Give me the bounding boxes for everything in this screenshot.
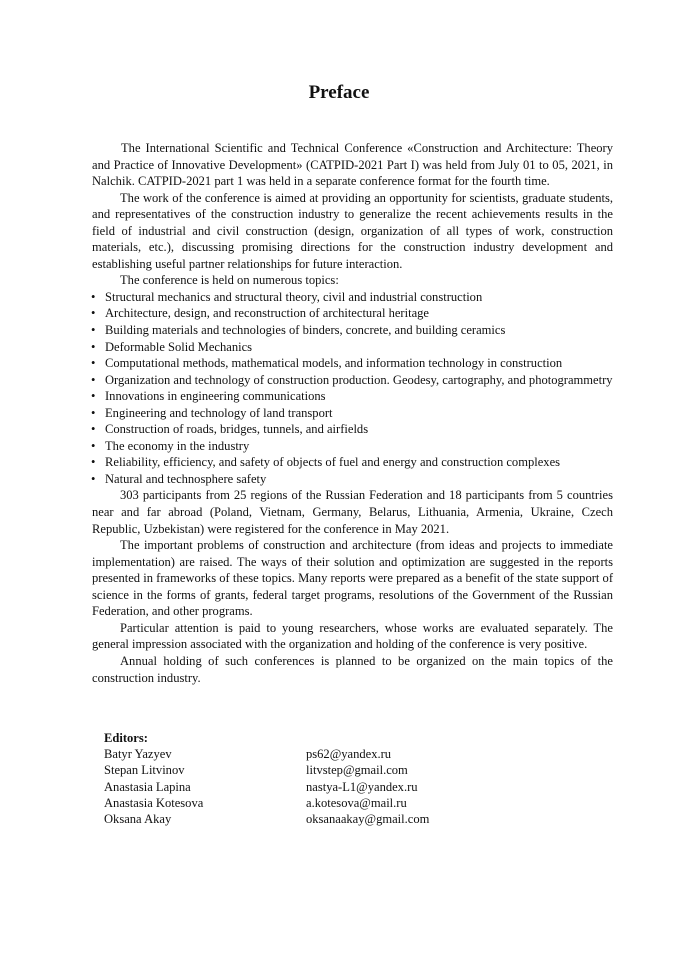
- editor-row: [104, 795, 429, 811]
- editor-row: [104, 811, 429, 827]
- preface-body: [92, 140, 613, 686]
- list-item: • Computational methods, mathematical models, and information technology in construction: [92, 355, 613, 372]
- editor-email: nastya-L1@yandex.ru: [306, 779, 418, 794]
- paragraph: The conference is held on numerous topics:: [120, 273, 339, 288]
- editor-row: [104, 779, 429, 795]
- paragraph: 303 participants from 25 regions of the Russian Federation and 18 participants from 5 countries near and far abroad (Poland, Vietnam, Germany, Belarus, Lithuania, Armenia, Ukraine, Czech Republic, Uzbekistan) were registered for the conference in May 2021.: [92, 488, 613, 536]
- list-item: • Reliability, efficiency, and safety of objects of fuel and energy and construction complexes: [92, 454, 613, 471]
- list-item: • Building materials and technologies of binders, concrete, and building ceramics: [92, 322, 613, 339]
- list-item: • Innovations in engineering communications: [92, 388, 613, 405]
- paragraph: The International Scientific and Technical Conference «Construction and Architecture: Theory and Practice of Innovative Development» (CATPID-2021 Part I) was held from July 01 to 05, 2021, in Nalchik. CATPID-2021 part 1 was held in a separate conference format for the fourth time.: [92, 141, 613, 189]
- editor-row: [104, 746, 429, 762]
- editor-name: Anastasia Kotesova: [104, 795, 204, 810]
- editor-name: Anastasia Lapina: [104, 779, 191, 794]
- editor-email: oksanaakay@gmail.com: [306, 812, 430, 827]
- editor-email: a.kotesova@mail.ru: [306, 795, 407, 810]
- paragraph: The important problems of construction and architecture (from ideas and projects to immediate implementation) are raised. The ways of their solution and optimization are suggested in the reports presented in frameworks of these topics. Many reports were prepared as a benefit of the state support of science in the forms of grants, federal target programs, resolutions of the Government of the Russian Federation, and other programs.: [92, 538, 613, 619]
- page-title: Preface: [308, 82, 370, 103]
- editor-name: Batyr Yazyev: [104, 747, 172, 762]
- list-item: • Construction of roads, bridges, tunnels, and airfields: [92, 421, 613, 438]
- editor-email: ps62@yandex.ru: [306, 747, 392, 762]
- editor-name: Stepan Litvinov: [104, 763, 185, 778]
- list-item: • Natural and technosphere safety: [92, 471, 613, 488]
- list-item: • Organization and technology of construction production. Geodesy, cartography, and photogrammetry: [92, 372, 613, 389]
- editor-row: [104, 762, 429, 778]
- paragraph: The work of the conference is aimed at providing an opportunity for scientists, graduate students, and representatives of the construction industry to generalize the recent achievements results in the field of industrial and civil construction (design, organization of all types of work, construction materials, etc.), discussing promising directions for the construction industry development and establishing useful partner relationships for future interaction.: [92, 190, 613, 271]
- list-item: • Deformable Solid Mechanics: [92, 339, 613, 356]
- paragraph: Annual holding of such conferences is planned to be organized on the main topics of the construction industry.: [92, 653, 613, 685]
- list-item: • Architecture, design, and reconstruction of architectural heritage: [92, 305, 613, 322]
- editors-heading: Editors:: [104, 731, 148, 745]
- topics-list: [92, 289, 613, 488]
- editor-name: Oksana Akay: [104, 812, 172, 827]
- paragraph: Particular attention is paid to young researchers, whose works are evaluated separately. The general impression associated with the organization and holding of the conference is very positive.: [92, 620, 613, 652]
- list-item: • The economy in the industry: [92, 438, 613, 455]
- list-item: • Engineering and technology of land transport: [92, 405, 613, 422]
- editors-section: [104, 730, 429, 827]
- list-item: • Structural mechanics and structural theory, civil and industrial construction: [92, 289, 613, 306]
- editor-email: litvstep@gmail.com: [306, 763, 408, 778]
